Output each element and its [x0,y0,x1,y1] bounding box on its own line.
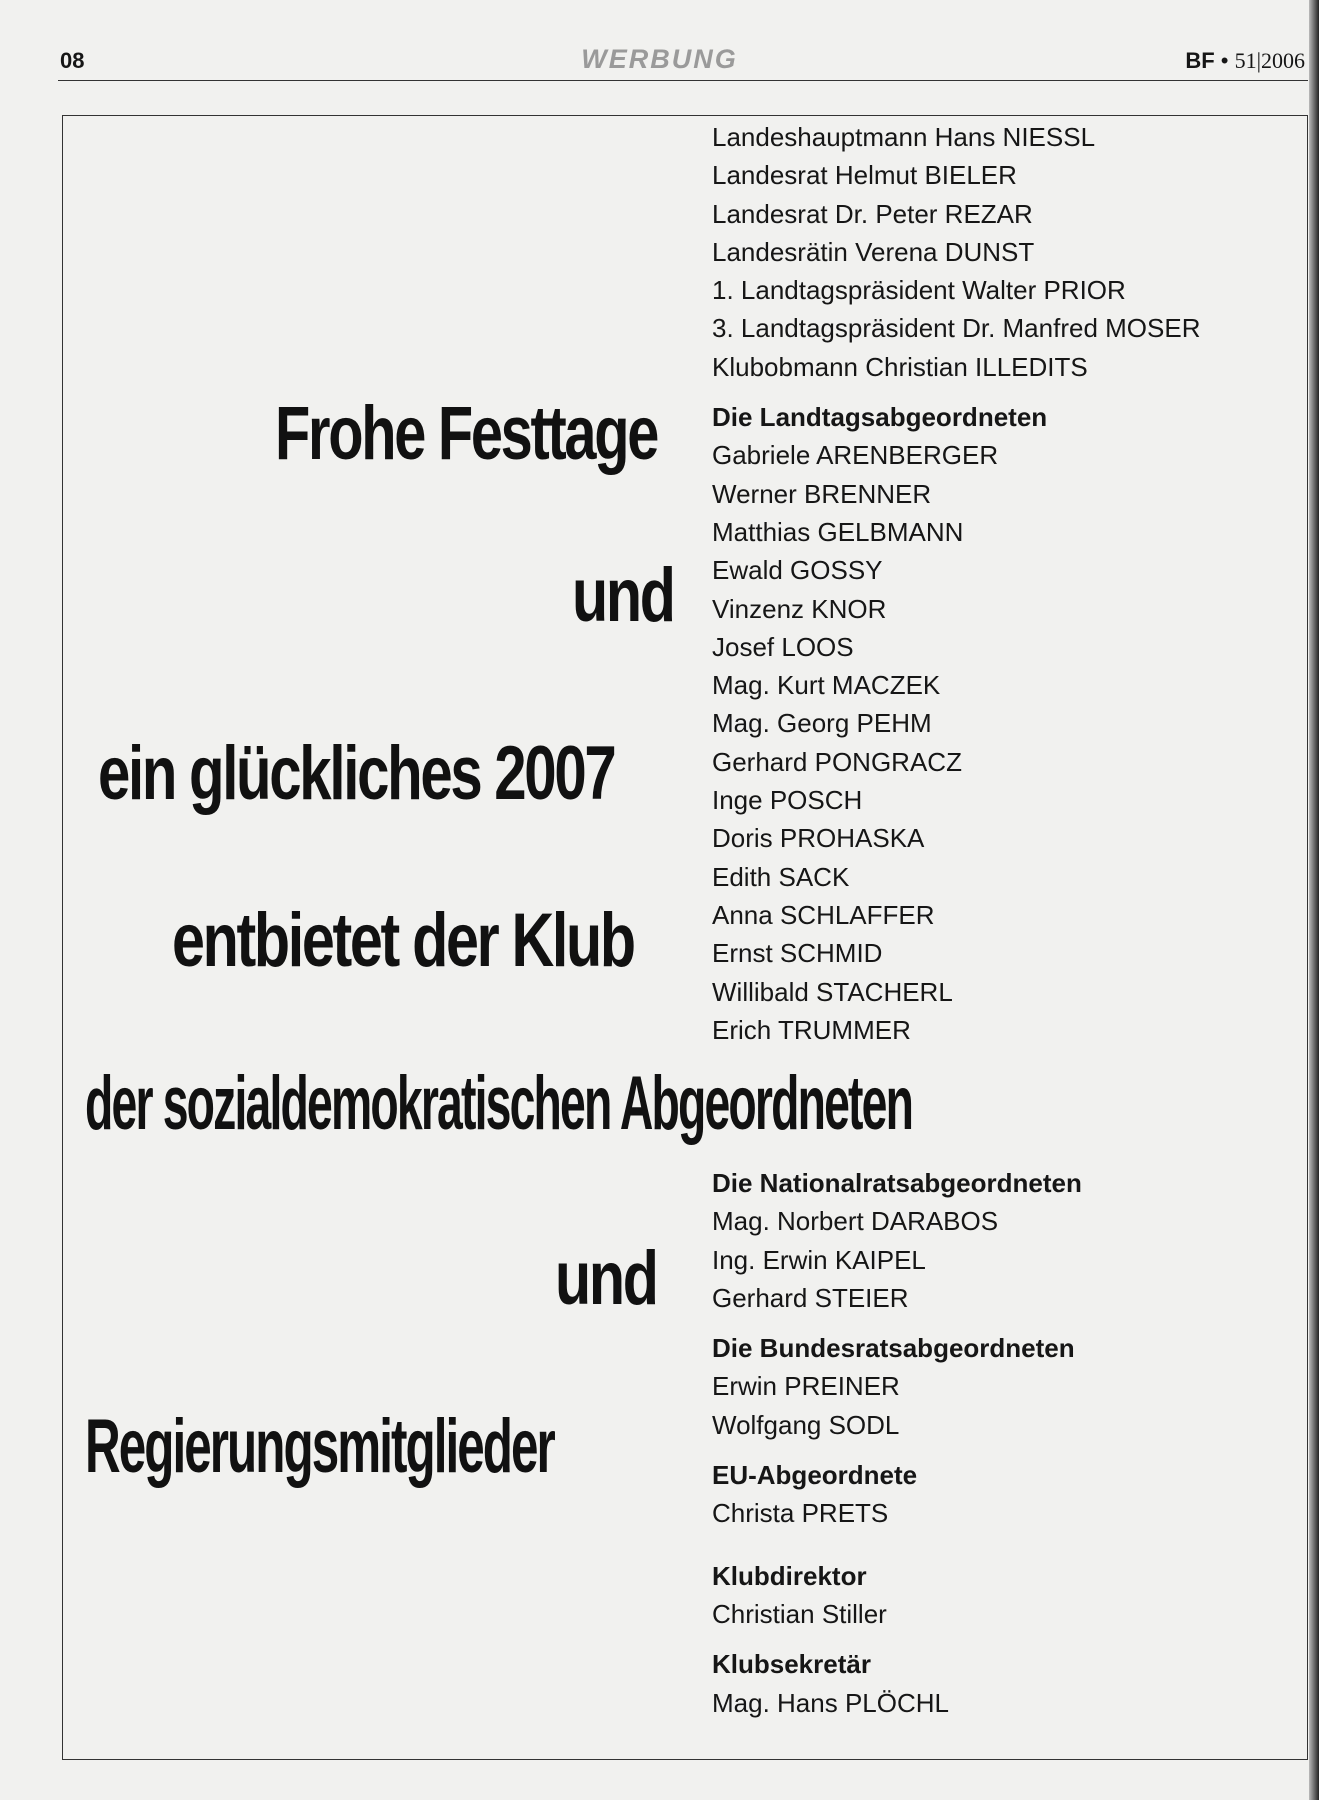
slogan-line-7: Regierungsmitglieder [85,1404,554,1489]
publication-name: BF [1185,48,1215,73]
landtag-member: Werner BRENNER [712,478,932,509]
bundesrat-member: Wolfgang SODL [712,1409,900,1440]
eu-heading: EU-Abgeordnete [712,1460,918,1491]
issue-info [1185,48,1305,74]
landtag-member: Mag. Georg PEHM [712,708,932,739]
klubdirektor-name: Christian Stiller [712,1598,887,1629]
klubsekretaer-name: Mag. Hans PLÖCHL [712,1687,949,1718]
names-column-lower [712,1164,1302,1722]
header-rule [58,80,1308,81]
slogan-line-4: entbietet der Klub [172,898,634,983]
landtag-member: Edith SACK [712,861,850,892]
landtag-member: Gabriele ARENBERGER [712,440,999,471]
section-title: WERBUNG [581,44,738,74]
slogan-line-2: und [572,553,674,638]
landtag-member: Ewald GOSSY [712,555,883,586]
gov-member: Klubobmann Christian ILLEDITS [712,351,1088,382]
page-number: 08 [60,48,85,73]
nationalrat-member: Gerhard STEIER [712,1282,909,1313]
klubsekretaer-heading: Klubsekretär [712,1649,871,1680]
nationalrat-heading: Die Nationalratsabgeordneten [712,1168,1082,1198]
gov-member: Landesrat Dr. Peter REZAR [712,198,1033,229]
slogan-line-5: der sozialdemokratischen Abgeordneten [85,1061,913,1146]
landtag-member: Inge POSCH [712,785,863,816]
page-header [0,0,1319,90]
names-column [712,118,1302,1049]
issue-number: 51|2006 [1234,48,1305,73]
landtag-member: Mag. Kurt MACZEK [712,670,941,701]
gov-member: Landesrätin Verena DUNST [712,236,1035,267]
nationalrat-member: Mag. Norbert DARABOS [712,1206,999,1237]
landtag-member: Josef LOOS [712,631,854,662]
landtag-member: Gerhard PONGRACZ [712,746,962,777]
separator-dot: • [1220,48,1229,73]
landtag-heading: Die Landtagsabgeordneten [712,402,1048,433]
nationalrat-member: Ing. Erwin KAIPEL [712,1244,926,1275]
gov-member: Landesrat Helmut BIELER [712,160,1017,191]
bundesrat-heading: Die Bundesratsabgeordneten [712,1333,1075,1364]
landtag-member: Erich TRUMMER [712,1014,911,1045]
slogan-line-6: und [555,1236,657,1321]
bundesrat-member: Erwin PREINER [712,1371,900,1402]
landtag-member: Anna SCHLAFFER [712,899,935,930]
landtag-member: Ernst SCHMID [712,938,883,969]
slogan-line-1: Frohe Festtage [275,391,658,476]
page-edge-shadow [1309,0,1319,1800]
gov-member: Landeshauptmann Hans NIESSL [712,122,1096,152]
gov-member: 1. Landtagspräsident Walter PRIOR [712,275,1126,306]
slogan-line-3: ein glückliches 2007 [98,731,615,816]
landtag-member: Matthias GELBMANN [712,516,964,547]
klubdirektor-heading: Klubdirektor [712,1560,867,1591]
landtag-member: Willibald STACHERL [712,976,953,1007]
eu-member: Christa PRETS [712,1498,889,1529]
landtag-member: Vinzenz KNOR [712,593,887,624]
gov-member: 3. Landtagspräsident Dr. Manfred MOSER [712,313,1201,344]
landtag-member: Doris PROHASKA [712,823,925,854]
